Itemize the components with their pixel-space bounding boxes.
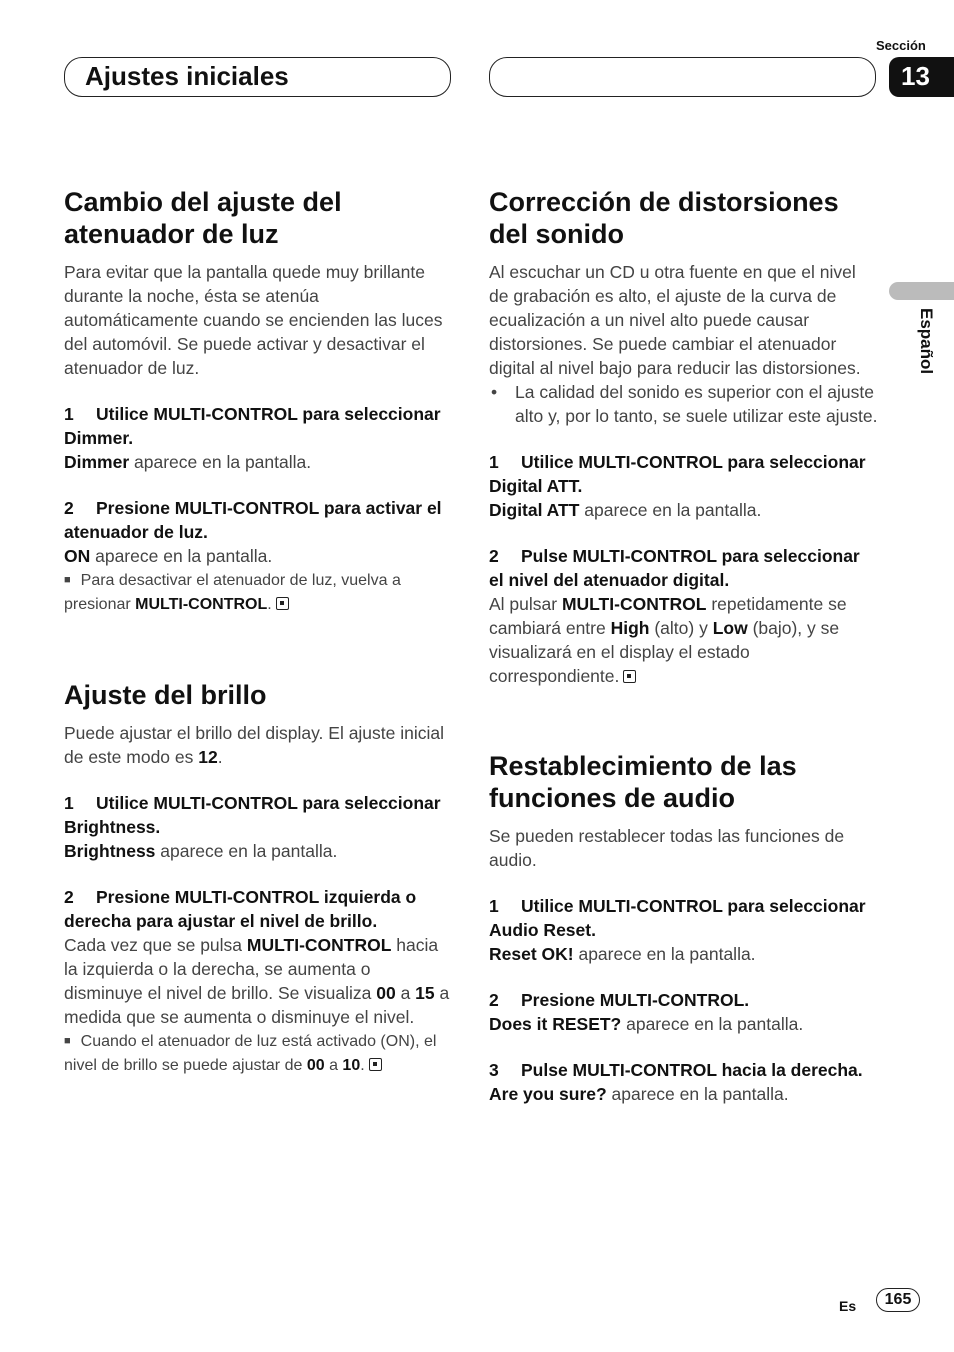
audio-reset-step-1: 1 Utilice MULTI-CONTROL para seleccionar Audio Reset. <box>489 896 866 940</box>
end-of-section-icon <box>276 597 289 610</box>
distortion-step-2: 2 Pulse MULTI-CONTROL para seleccionar el nivel del atenuador digital. <box>489 546 860 590</box>
distortion-bullet: • La calidad del sonido es superior con el ajuste alto y, por lo tanto, se suele utilizar este ajuste. <box>489 380 879 428</box>
header-blank-pill <box>489 57 876 97</box>
brightness-note: ■ Cuando el atenuador de luz está activado (ON), el nivel de brillo se puede ajustar de 00 a 10. <box>64 1033 437 1074</box>
square-bullet-icon: ■ <box>64 574 71 586</box>
audio-reset-intro: Se pueden restablecer todas las funciones de audio. <box>489 826 845 870</box>
audio-reset-step-3-result: Are you sure? aparece en la pantalla. <box>489 1084 789 1104</box>
distortion-step-2-detail: Al pulsar MULTI-CONTROL repetidamente se cambiará entre High (alto) y Low (bajo), y se visualizará en el display el estado correspondiente. <box>489 594 847 686</box>
section-number: 13 <box>889 57 954 97</box>
audio-reset-step-2: 2 Presione MULTI-CONTROL. <box>489 990 750 1010</box>
brightness-step-2-detail: Cada vez que se pulsa MULTI-CONTROL hacia la izquierda o la derecha, se aumenta o disminuye el nivel de brillo. Se visualiza 00 a 15 a medida que se aumenta o disminuye el nivel. <box>64 935 450 1027</box>
square-bullet-icon: ■ <box>64 1035 71 1047</box>
page-number: 165 <box>876 1288 920 1312</box>
left-column <box>64 186 454 1078</box>
footer-language-code: Es <box>839 1298 857 1314</box>
distortion-intro: Al escuchar un CD u otra fuente en que el nivel de grabación es alto, el ajuste de la curva de ecualización a un nivel alto puede causar distorsiones. Se puede cambiar el atenuador digital al nivel bajo para reducir las distorsiones. <box>489 262 861 378</box>
dimmer-note: ■ Para desactivar el atenuador de luz, vuelva a presionar MULTI-CONTROL. <box>64 572 401 613</box>
audio-reset-step-3: 3 Pulse MULTI-CONTROL hacia la derecha. <box>489 1060 863 1080</box>
brightness-step-1-result: Brightness aparece en la pantalla. <box>64 841 338 861</box>
chapter-title: Ajustes iniciales <box>85 61 289 91</box>
dimmer-step-1: 1 Utilice MULTI-CONTROL para seleccionar Dimmer. <box>64 404 441 448</box>
header-title-pill <box>64 57 451 97</box>
section-label: Sección <box>876 38 926 53</box>
distortion-step-1-result: Digital ATT aparece en la pantalla. <box>489 500 762 520</box>
language-label: Español <box>917 308 936 375</box>
end-of-section-icon <box>369 1058 382 1071</box>
brightness-step-1: 1 Utilice MULTI-CONTROL para seleccionar Brightness. <box>64 793 441 837</box>
dimmer-step-2-result: ON aparece en la pantalla. <box>64 546 273 566</box>
section-heading-dimmer: Cambio del ajuste del atenuador de luz <box>64 187 342 249</box>
dimmer-step-1-result: Dimmer aparece en la pantalla. <box>64 452 312 472</box>
section-heading-brightness: Ajuste del brillo <box>64 680 267 710</box>
end-of-section-icon <box>623 670 636 683</box>
right-column <box>489 186 879 1106</box>
section-heading-audio-reset: Restablecimiento de las funciones de audio <box>489 751 797 813</box>
language-tab <box>889 282 954 300</box>
audio-reset-step-1-result: Reset OK! aparece en la pantalla. <box>489 944 756 964</box>
audio-reset-step-2-result: Does it RESET? aparece en la pantalla. <box>489 1014 804 1034</box>
distortion-step-1: 1 Utilice MULTI-CONTROL para seleccionar Digital ATT. <box>489 452 866 496</box>
brightness-intro: Puede ajustar el brillo del display. El ajuste inicial de este modo es 12. <box>64 723 445 767</box>
brightness-step-2: 2 Presione MULTI-CONTROL izquierda o derecha para ajustar el nivel de brillo. <box>64 887 417 931</box>
section-heading-distortion: Corrección de distorsiones del sonido <box>489 187 839 249</box>
dimmer-intro: Para evitar que la pantalla quede muy brillante durante la noche, ésta se atenúa automáticamente cuando se encienden las luces del automóvil. Se puede activar y desactivar el atenuador de luz. <box>64 262 443 378</box>
dimmer-step-2: 2 Presione MULTI-CONTROL para activar el atenuador de luz. <box>64 498 442 542</box>
